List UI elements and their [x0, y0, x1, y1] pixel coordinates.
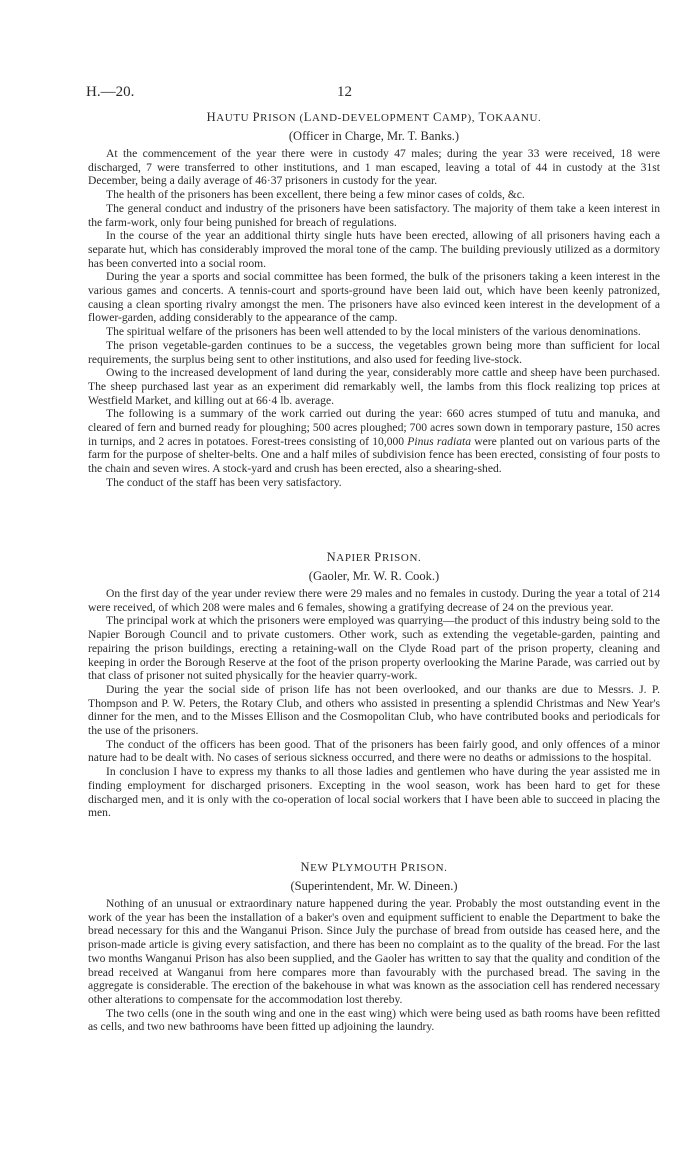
- title-part: APIER: [336, 552, 375, 564]
- section-new-plymouth-prison: [88, 860, 660, 1034]
- paragraph: The spiritual welfare of the prisoners has been well attended to by the local ministers of the various denominations.: [106, 325, 641, 339]
- paragraph: The following is a summary of the work carried out during the year: 660 acres stumped of tutu and manuka, and cleared of fern and burned ready for ploughing; 500 acres ploughed; 700 acres sown down in temporary pasture, 150 acres in turnips, and 2 acres in potatoes. Forest-trees consisting of 10,000 Pinus radiata were planted out on various parts of the farm for the purpose of shelter-belts. One and a half miles of subdivision fence has been erected, consisting of four posts to the chain and seven wires. A stock-yard and crush has been erected, also a shearing-shed.: [88, 407, 660, 476]
- report-code: H.—20.: [86, 84, 135, 100]
- title-part: AND-DEVELOPMENT: [312, 112, 433, 124]
- section-officer: (Superintendent, Mr. W. Dineen.): [290, 879, 458, 893]
- title-part: T: [478, 110, 487, 124]
- section-officer: (Gaoler, Mr. W. R. Cook.): [308, 569, 440, 583]
- paragraph: In the course of the year an additional thirty single huts have been erected, allowing of all prisoners having each a separate hut, which has considerably improved the moral tone of the camp. The building previously utilized as a dormitory has been converted into a social room.: [88, 229, 660, 270]
- paragraph: The prison vegetable-garden continues to be a success, the vegetables grown being more than sufficient for local requirements, the surplus being sent to other institutions, and also used for feeding live-stock.: [88, 338, 660, 366]
- paragraph: The health of the prisoners has been excellent, there being a few minor cases of colds, &c.: [106, 188, 525, 202]
- title-part: AUTU: [216, 112, 253, 124]
- paragraph: On the first day of the year under review there were 29 males and no females in custody. During the year a total of 214 were received, of which 208 were males and 6 females, showing a gratifying decrease of 24 on the previous year.: [88, 587, 660, 614]
- section-body: [88, 147, 660, 490]
- paragraph: Owing to the increased development of land during the year, considerably more cattle and sheep have been purchased. The sheep purchased last year as an experiment did remarkably well, the lambs from this flock realizing top prices at Westfield Market, and killing out at 66·4 lb. average.: [88, 366, 660, 407]
- paragraph: During the year a sports and social committee has been formed, the bulk of the prisoners taking a keen interest in the various games and concerts. A tennis-court and sports-ground have been laid out, which have been keenly patronized, causing a clean sporting rivalry amongst the men. The prisoners have also evinced keen interest in the development of a flower-garden, adding considerably to the appearance of the camp.: [88, 270, 660, 325]
- section-hautu-prison: [88, 110, 660, 490]
- title-part: LYMOUTH: [339, 862, 401, 874]
- section-title: [88, 550, 660, 565]
- title-part: OKAANU.: [486, 112, 542, 124]
- title-part: N: [326, 550, 337, 564]
- title-part: P: [374, 550, 382, 564]
- title-part: C: [432, 110, 442, 124]
- title-part: L: [303, 110, 313, 124]
- title-part: P: [400, 860, 409, 874]
- paragraph: The conduct of the officers has been good. That of the prisoners has been fairly good, and only offences of a minor nature had to be dealt with. No cases of serious sickness occurred, and there were no deaths or admissions to the hospital.: [88, 737, 660, 765]
- title-part: H: [206, 110, 217, 124]
- section-officer: (Officer in Charge, Mr. T. Banks.): [288, 129, 460, 143]
- paragraph: The principal work at which the prisoners were employed was quarrying—the product of this industry being sold to the Napier Borough Council and to private customers. Other work, such as extending the vegetable-garden, painting and repairing the prison buildings, erecting a retaining-wall on the Clyde Road part of the prison property, cleaning and keeping in order the Borough Reserve at the foot of the prison property overlooking the Marine Parade, was carried out by that class of prisoner not suited physically for the heavier quarry-work.: [88, 614, 660, 683]
- title-part: P: [331, 860, 340, 874]
- paragraph: The two cells (one in the south wing and one in the east wing) which were being used as bath rooms have been refitted as cells, and two new bathrooms have been fitted up adjoining the laundry.: [88, 1006, 660, 1034]
- page-number: 12: [337, 84, 352, 100]
- species-name: Pinus radiata: [407, 434, 472, 448]
- paragraph: During the year the social side of prison life has not been overlooked, and our thanks are due to Messrs. J. P. Thompson and P. W. Peters, the Rotary Club, and others who assisted in presenting a splendid Christmas and New Year's dinner for the men, and to the Misses Ellison and the Cosmopolitan Club, who have contributed books and periodicals for the use of the prisoners.: [88, 682, 660, 738]
- paragraph: The conduct of the staff has been very satisfactory.: [106, 475, 342, 489]
- paragraph: In conclusion I have to express my thanks to all those ladies and gentlemen who have during the year assisted me in finding employment for discharged prisoners. Excepting in the wool season, work has been hard to get for these discharged men, and it is only with the co-operation of local social workers that I have been able to succeed in placing the men.: [88, 765, 660, 820]
- section-body: [88, 897, 660, 1034]
- section-title: [88, 110, 660, 125]
- paragraph: Nothing of an unusual or extraordinary nature happened during the year. Probably the most outstanding event in the work of the year has been the installation of a baker's oven and equipment sufficient to enable the Department to bake the bread necessary for this and the Wanganui Prison. Since July the purchase of bread from outside has ceased here, and the prison-made article is giving every satisfaction, and there has been no complaint as to the quality of the bread. For the last two months Wanganui Prison has also been supplied, and the Gaoler has written to say that the quality and condition of the bread received at Wanganui from here compares more than favourably with the purchased bread. The saving in the aggregate is considerable. The erection of the bakehouse in what was known as the association cell has rendered necessary other alterations to compensate for the accommodation lost thereby.: [88, 897, 660, 1006]
- paragraph: The general conduct and industry of the prisoners have been satisfactory. The majority of them take a keen interest in the farm-work, only four being punished for breach of regulations.: [88, 201, 660, 229]
- section-body: [88, 587, 660, 820]
- section-title: [88, 860, 660, 875]
- title-part: RISON (: [260, 112, 304, 124]
- paragraph: At the commencement of the year there were in custody 47 males; during the year 33 were received, 18 were discharged, 7 were transferred to other institutions, and 1 man escaped, leaving a total of 44 in custody at the 31st December, being a daily average of 46·37 prisoners in custody for the year.: [88, 147, 660, 188]
- title-part: EW: [310, 862, 332, 874]
- title-part: P: [252, 110, 261, 124]
- title-part: RISON.: [381, 552, 422, 564]
- title-part: RISON.: [408, 862, 448, 874]
- title-part: AMP),: [441, 112, 479, 124]
- title-part: N: [300, 860, 311, 874]
- section-napier-prison: [88, 550, 660, 820]
